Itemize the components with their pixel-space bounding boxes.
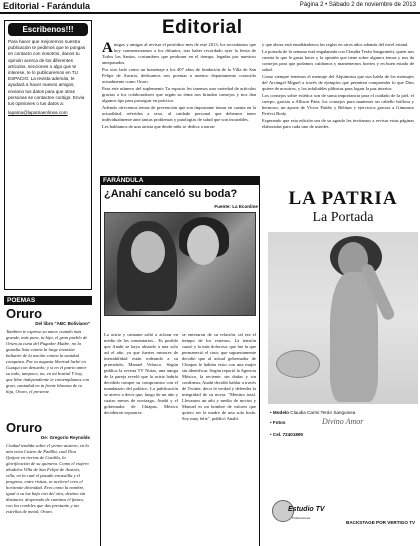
article-column-1 <box>104 332 178 416</box>
editorial-paragraph: Esperando que esta edición sea de su agrado les invitamos a revisar estas páginas elaboradas para cada uno de ustedes. <box>262 118 414 129</box>
caption-photos-label: Fotos <box>272 420 286 425</box>
article-headline: ¿Anahí canceló su boda? <box>104 188 238 200</box>
poem-1 <box>6 306 90 395</box>
poem-1-author: Del libro "ABC Boliviano" <box>35 321 90 326</box>
write-us-email-link[interactable]: lapatria@lapatriaenlinea.com <box>8 110 68 116</box>
caption-photos: • Fotos <box>270 420 286 425</box>
studio-logo <box>270 500 326 524</box>
photo-hat <box>276 350 320 378</box>
caption-model-name: Claudia Carmi Terán Sanguinea <box>290 410 356 415</box>
poem-2-author: De: Gregorio Reynolds <box>40 435 90 440</box>
left-column <box>4 20 92 290</box>
article-column-2 <box>182 332 256 422</box>
editorial-paragraph: Además ofrecemos temas de prevención que son importante tomar en cuenta en la actualidad, referidos a sexo, al cuidado personal que debemos tener individualmente ante tantas problemas y patologías de salud que son incurables. <box>102 105 256 122</box>
article-source: Fuente: La Econline <box>214 204 258 209</box>
editorial-paragraph: Por otro lado como un homenaje a los 407 años de fundación de la Villa de San Felipe de Austria, dedicamos tres poemas a nuestro departamento conocido actualmente como Oruro. <box>102 67 256 84</box>
article-text: se enteraron de su relación, tal era el tiempo de los estrenos. La tensión causó y la más dolorosa, que fue la que permaneció el caso; que supuestamente decidió que al actual gobernador de Chiapas le habían visto con una mujer sin identificar. Según reportó la Agencia México, la reciente, sin dudas y sin confirmar, Anahí decidió hablar a través de Twitter, decir la verdad y defender la integridad de su novia. "Mentira total. Llevamos un año y medio de novios y Manuel es un hombre de valores que quiero ser la madre de una sola boda. Soy muy feliz", publicó Anahí. <box>182 332 256 421</box>
page-header <box>0 0 420 14</box>
section-title: Editorial - Farándula <box>3 1 91 11</box>
poem-2-title: Oruro <box>6 420 43 435</box>
page-info: Página 2 • Sábado 2 de noviembre de 2013 <box>299 2 416 8</box>
editorial-paragraph: Los consejos sobre estética son de suma importancia para el cuidado de la piel, el cuerpo, gracias a Allison Páez; los consejos para mantener un cabello brillosa y hermoso, un aporte de Víctor Patiño y Belinas y ejercicios gracias a Gimnasio Perfect Body. <box>262 93 414 116</box>
poem-1-title: Oruro <box>6 306 43 321</box>
caption-model: • Modelo Claudia Carmi Terán Sanguinea <box>270 410 356 415</box>
editorial-column-1 <box>102 42 256 131</box>
caption-phone-label: Cel. <box>272 432 282 437</box>
photo-figure <box>187 225 219 265</box>
editorial-paragraph: Les hablamos de una artista que desde niña se dedica a narrar <box>102 124 215 129</box>
la-portada-subtitle: La Portada <box>312 210 374 225</box>
backstage-credit: BACKSTAGE POR VERTIGO TV <box>346 520 416 525</box>
poemas-section-bar: POEMAS <box>4 296 92 305</box>
poem-1-text: Tambien te expreso su amor, cuando más grande, más para, tu hija, el gran pueblo de Oruro,tu cuna del Pugador Madre, no la guardia lista contra la large invasión baluarte de la nación contra la sanidad conquista. Por tu augusta libertad luché en Guaqui con denuedo; y si en el patrio amor su todo, tampoco, no, en mi hostial Y hoy, que libre independiente te contemplamos con gran, cantadad en tu frente blasona de tu hija, Oruro, el presente. <box>6 329 90 394</box>
poem-2-text: Ciudad tendida sobre el yermo austero, en la aún vieta Castro de Padilla, cual Don Quijote en tierras de Castilla, la glorificación de su quimera. Como el viajero ahodelos Villa de San Felipe de Austria, villa, en la cual el pasado encastilla y el progreso, entre risitas, se acelera! creo el horizonte divinidad. Eres como la nombre, igual a su luz bajo con del otro, destino sin distancia. desperado de caminos el futuro, con los cordeles que das prestanto y tus estrellas de metal, Oruro. <box>6 443 89 514</box>
editorial-paragraph: Para este número del suplemento Tu espacio les traemos una variedad de artículos gracias a los colaboradores que según su tema nos brindan consejos y nos dan algunos tips para proseguir en práctica. <box>102 86 256 103</box>
caption-phone-number: 72401890 <box>282 432 304 437</box>
editorial-paragraph: La portada de la semana está engalanada con Claudia Terán Sanguinetti, quien nos cuenta lo que le gusta hacer y la opinión que tiene sobre algunos temas y nos da consejos para que podamos cuidarnos y mantenernos fuertes y en buen estado de salud. <box>262 49 414 72</box>
article-photo <box>104 212 256 316</box>
write-us-text: Para hacer que mejoremos nuestra publicación te pedimos que te pongas en contacto con nosotros, danos tu opinión acerca de los diferentes artículos, secciones o algo que te interese, te lo publicaremos en TU ESPACIO. La revista además, te ayudará a hacer nuevos amigos, enviano tus datos para que otras personas se contacten contigo. Envia tus opiniones o tus datos a: <box>8 39 86 107</box>
logo-text: Estudio TV <box>288 506 325 513</box>
farandula-section-bar: FARÁNDULA <box>100 176 260 185</box>
photo-figure <box>131 231 165 273</box>
poem-2 <box>6 420 90 515</box>
logo-subtext: Producciones <box>292 516 311 520</box>
caption-model-label: Modelo <box>272 410 289 415</box>
editorial-column-2 <box>262 42 414 131</box>
photographer-signature: Divino Amor <box>322 417 364 426</box>
editorial-paragraph: y que ahora está enseñándonos las reglas en otros años además del nivel estatal. <box>262 42 409 47</box>
cover-model-photo <box>268 232 418 404</box>
editorial-paragraph: Como siempre tenemos el mensaje del Alquimista que nos habla de los mensajes del Arcángel Miguel a través de ejemplos que permiten comprender lo que Dios quiere de nosotros, y los infaltables plibistas para lograr la paz interior. <box>262 74 414 91</box>
caption-phone: • Cel. 72401890 <box>270 432 304 437</box>
article-text: La actriz y cantante salió a aclarar en medio de los comentarios... Es posible que Anahí se haya alistado a una solo así el año, ya que fuertes rumores de inestabilidad están rodeando a su prometido, Manuel Velasco. Según publica la revista TV Notas, una amiga de la pareja reveló que la actriz habría decidido romper su compromiso con el mandatario del político. La publicación se atreve a decir que, luego de un año y cuatro meses de noviazgo, Anahí y el gobernador de Chiapas, México decidieron separarse. <box>104 332 178 415</box>
editorial-title: Editorial <box>162 17 243 38</box>
write-us-title: Escribenos!!! <box>8 23 88 36</box>
la-patria-title: LA PATRIA <box>288 188 398 209</box>
write-us-box <box>4 20 92 290</box>
drop-cap: A <box>102 40 113 56</box>
editorial-paragraph: Amigos y amigas al revisar el periódico mes de este 2013, los recordamos que hoy conmemoramos a los difuntos, tras haber recordado ayer la fiesta de Todos los Santos, costumbres que perduran en el tiempo, legadas por nuestros antepasados. <box>102 40 256 65</box>
